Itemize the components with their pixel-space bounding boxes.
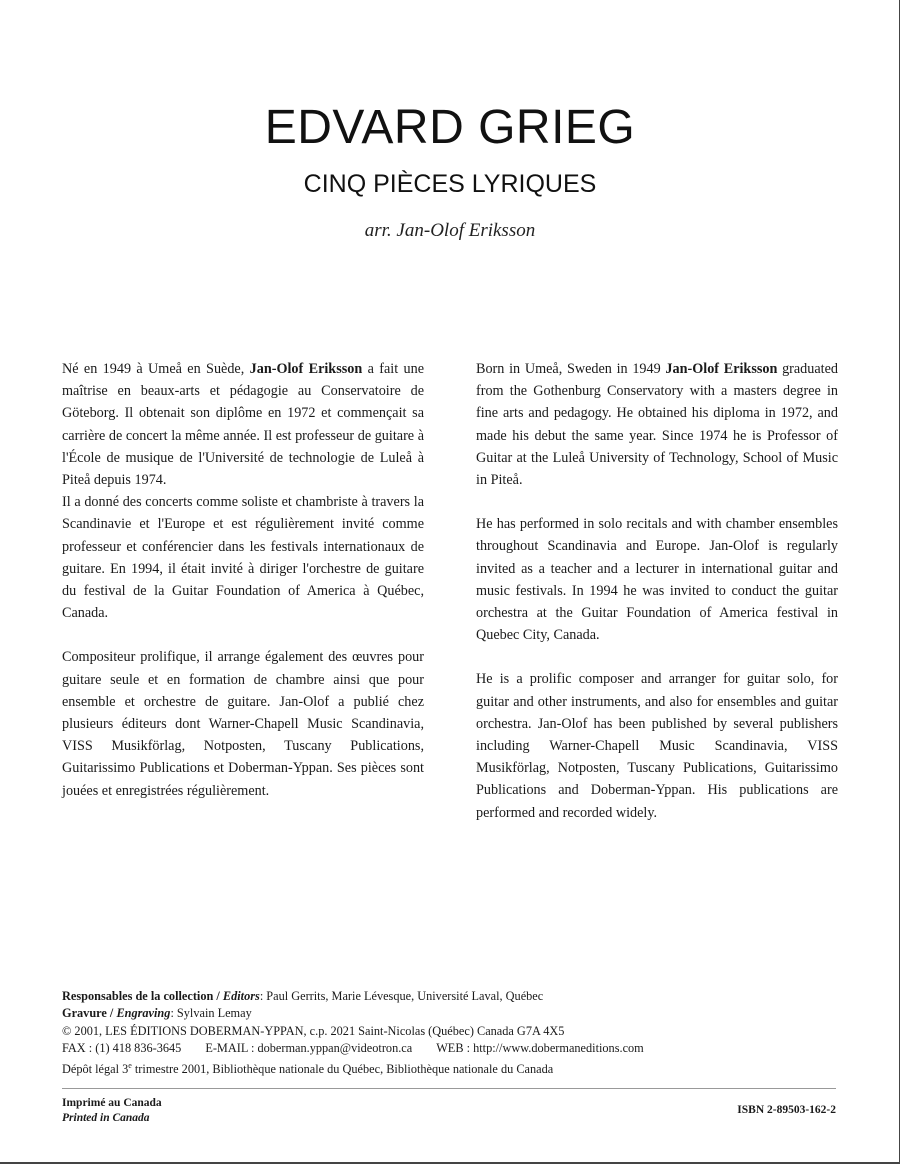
bio-fr-paragraph-2: Il a donné des concerts comme soliste et chambriste à travers la Scandinavie et l'Europe et est régulièrement invité comme professeur et conférencier dans les festivals internationaux de guitare. En 1994, il était invité à diriger l'orchestre de guitare du festival de la Guitar Foundation of America à Québec, Canada. [62, 494, 424, 622]
legal-deposit-line [62, 1057, 852, 1078]
fax: FAX : (1) 418 836-3645 [62, 1040, 182, 1055]
biography-french [62, 358, 424, 802]
bio-fr-text: a fait une maîtrise en beaux-arts et pédagogie au Conservatoire de Göteborg. Il obtenait son diplôme en 1972 et commençait sa carrière de concert la même année. Il est professeur de guitare à l'École de musique de l'Université de technologie de Luleå à Piteå depuis 1974. [62, 361, 425, 489]
bio-en-name: Jan-Olof Eriksson [665, 361, 778, 377]
printed-in [62, 1096, 162, 1126]
bio-en-paragraph-3: He is a prolific composer and arranger for guitar solo, for guitar and other instruments, and also for ensembles and guitar orchestra. Jan-Olof has been published by several publishers including Warner-Chapell Music Scandinavia, VISS Musikförlag, Notposten, Tuscany Publications, Guitarissimo Publications and Doberman-Yppan. His publications are performed and recorded widely. [476, 671, 838, 821]
arranger-credit: arr. Jan-Olof Eriksson [364, 220, 536, 241]
engraving-value: : Sylvain Lemay [170, 1006, 252, 1021]
bio-en-intro: Born in Umeå, Sweden in 1949 [476, 361, 666, 377]
engraving-label-fr: Gravure [62, 1006, 107, 1021]
isbn: ISBN 2-89503-162-2 [737, 1104, 836, 1116]
bio-en-paragraph-1 [476, 358, 838, 491]
footer-divider [62, 1088, 836, 1089]
bio-en-paragraph-2: He has performed in solo recitals and with chamber ensembles throughout Scandinavia and Europe. Jan-Olof is regularly invited as a teacher and a lecturer in international guitar and music festivals. In 1994 he was invited to conduct the guitar orchestra at the Guitar Foundation of America festival in Quebec City, Canada. [476, 516, 838, 644]
bio-en-text: graduated from the Gothenburg Conservatory with a masters degree in fine arts and pedagogy. He obtained his diploma in 1972, and made his debut the same year. Since 1974 he is Professor of Guitar at the Luleå University of Technology, School of Music in Piteå. [476, 361, 839, 489]
copyright-line: © 2001, LES ÉDITIONS DOBERMAN-YPPAN, c.p. 2021 Saint-Nicolas (Québec) Canada G7A 4X5 [62, 1023, 565, 1038]
website: WEB : http://www.dobermaneditions.com [436, 1040, 644, 1055]
legal-deposit-pre: Dépôt légal 3 [62, 1062, 129, 1077]
engraving-line [62, 1005, 852, 1022]
email: E-MAIL : doberman.yppan@videotron.ca [205, 1040, 413, 1055]
editors-separator: / [213, 989, 223, 1003]
bio-fr-paragraph-3: Compositeur prolifique, il arrange également des œuvres pour guitare seule et en formation de chambre ainsi que pour ensemble et orchestre de guitare. Jan-Olof a publié chez plusieurs éditeurs dont Warner-Chapell Music Scandinavia, VISS Musikförlag, Notposten, Tuscany Publications, Guitarissimo Publications et Doberman-Yppan. Ses pièces sont jouées et enregistrées régulièrement. [62, 649, 424, 799]
contact-line [62, 1040, 852, 1057]
engraving-label-en: Engraving [116, 1006, 171, 1021]
composer-title: EDVARD GRIEG [264, 101, 636, 154]
legal-deposit-sup: e [128, 1061, 132, 1071]
publication-credits [62, 988, 852, 1079]
printed-fr: Imprimé au Canada [62, 1097, 162, 1109]
legal-deposit-post: trimestre 2001, Bibliothèque nationale du Québec, Bibliothèque nationale du Canada [131, 1062, 554, 1077]
printed-en: Printed in Canada [62, 1112, 150, 1124]
biography-english [476, 358, 838, 824]
bio-fr-intro: Né en 1949 à Umeå en Suède, [62, 361, 250, 377]
editors-label-fr: Responsables de la collection [62, 989, 214, 1003]
work-subtitle: CINQ PIÈCES LYRIQUES [303, 170, 597, 198]
engraving-separator: / [106, 1006, 117, 1021]
bio-fr-name: Jan-Olof Eriksson [249, 361, 363, 377]
editors-label-en: Editors [222, 989, 260, 1003]
editors-value: : Paul Gerrits, Marie Lévesque, Université Laval, Québec [259, 989, 544, 1003]
editors-line [62, 988, 852, 1005]
bio-fr-paragraph-1 [62, 358, 424, 491]
